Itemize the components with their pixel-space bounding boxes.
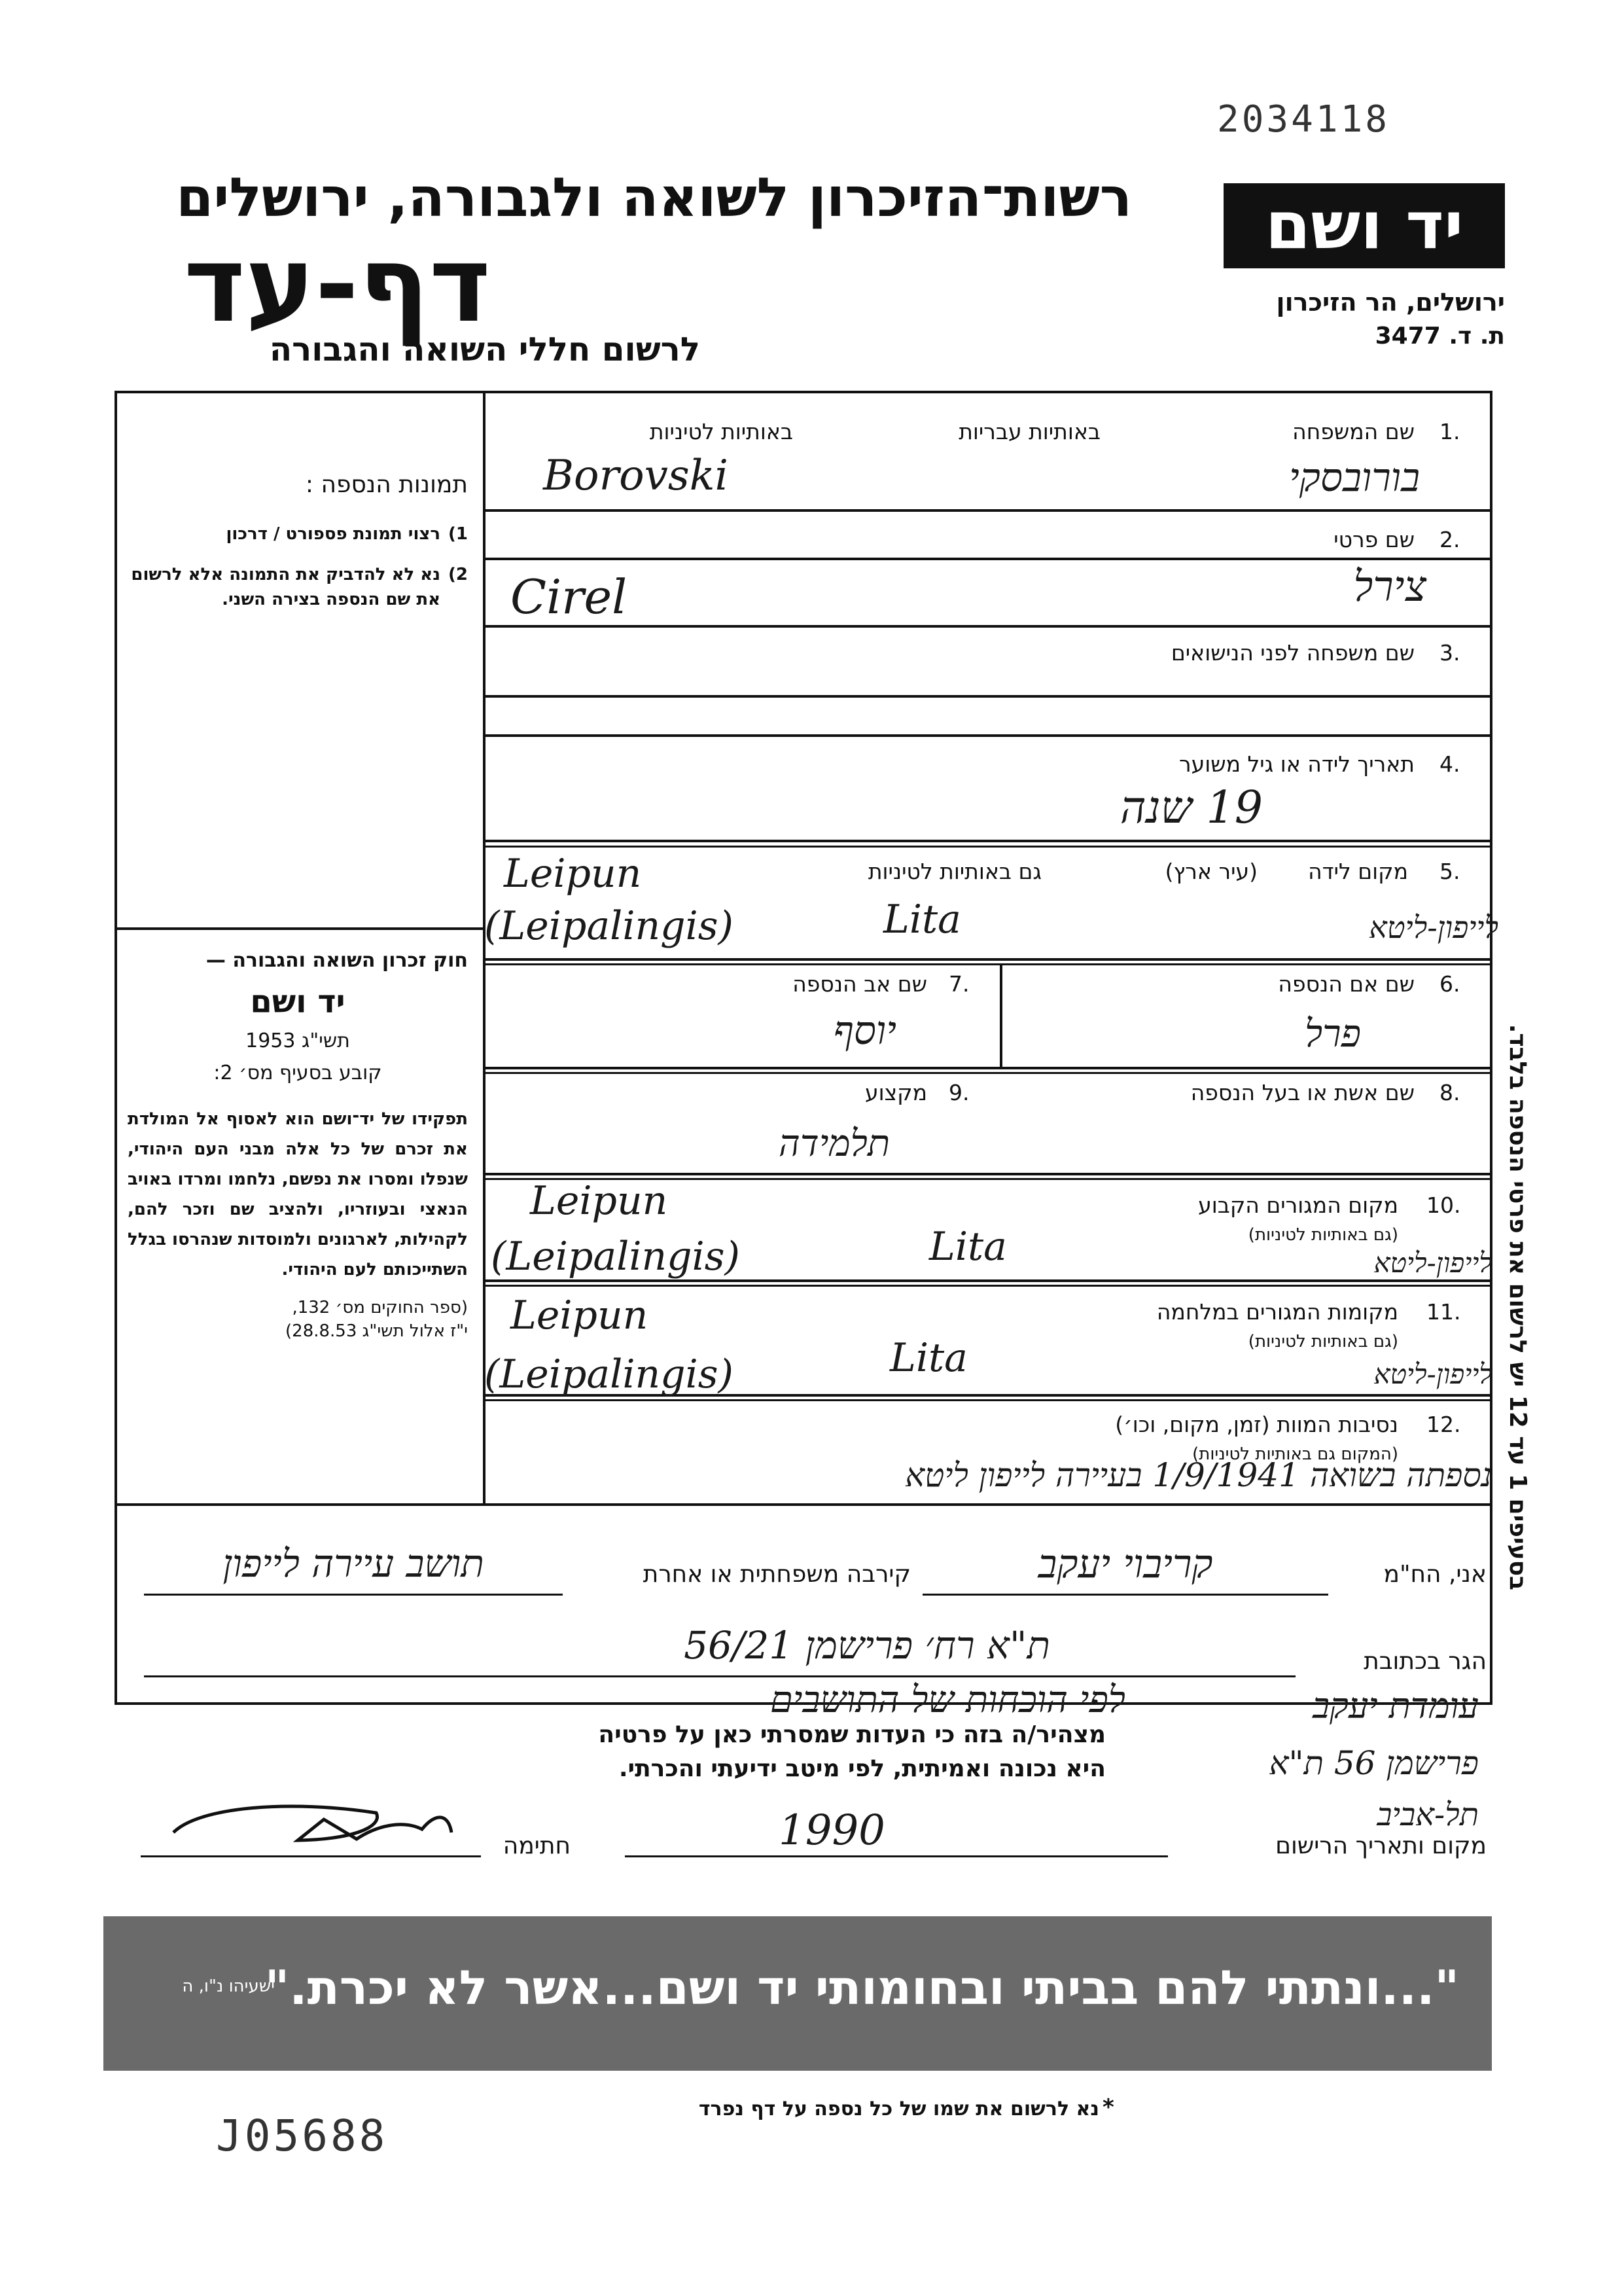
field-5-value-latin-1: Leipun <box>504 851 642 897</box>
relation-value: תושב עיירה לייפון <box>222 1541 484 1586</box>
field-11-sub: (גם באותיות לטיניות) <box>1248 1332 1398 1351</box>
field-10-value-country: Lita <box>929 1224 1007 1270</box>
field-12-value: נספתה בשואה 1/9/1941 בעיירה לייפון ליטא <box>905 1456 1492 1494</box>
photo-box <box>128 471 468 612</box>
photo-box-title: תמונות הנספה : <box>305 471 468 498</box>
field-1-label: שם המשפחה <box>1292 419 1415 444</box>
field-12-number: 12. <box>1426 1412 1461 1437</box>
field-8-label: שם אשת או בעל הנספה <box>1190 1080 1415 1105</box>
field-11-number: 11. <box>1426 1299 1461 1325</box>
field-2-label: שם פרטי <box>1333 527 1415 552</box>
field-12-sub: (המקום גם באותיות לטיניות) <box>1192 1444 1398 1464</box>
handwritten-name: עומדת יעקב <box>1313 1685 1479 1726</box>
field-11-value-country: Lita <box>890 1335 968 1381</box>
field-9-value: תלמידה <box>779 1122 890 1165</box>
field-7-number: 7. <box>949 971 970 997</box>
field-5-value-latin-2: (Leipalingis) <box>484 903 733 949</box>
place-value: תל-אביב <box>1377 1796 1479 1833</box>
law-year: תשי"ג 1953 <box>245 1029 350 1052</box>
field-6-value: פרל <box>1304 1011 1361 1056</box>
field-10-value-latin-1: Leipun <box>530 1178 668 1224</box>
address-line-1: ירושלים, הר הזיכרון <box>1276 288 1505 317</box>
address-label: הגר בכתובת <box>1364 1648 1487 1675</box>
address-line-2: ת. ד. 3477 <box>1375 323 1505 349</box>
photo-item-2-number: 2) <box>448 565 468 584</box>
law-source: (ספר החוקים מס׳ 132, <box>292 1298 468 1317</box>
field-1-latin-col: באותיות לטיניות <box>649 419 793 444</box>
law-title: חוק זכרון השואה והגבורה — <box>205 949 468 972</box>
field-6-label: שם אם הנספה <box>1278 971 1415 997</box>
field-5-latin-note: גם באותיות לטיניות <box>868 859 1042 884</box>
law-date: י"ז אלול תשי"ג 28.8.53) <box>285 1321 468 1341</box>
law-box <box>128 949 468 1341</box>
field-8-number: 8. <box>1439 1080 1460 1105</box>
field-11-value-latin-1: Leipun <box>510 1293 648 1338</box>
field-10-number: 10. <box>1426 1192 1461 1218</box>
date-value: 1990 <box>779 1806 885 1855</box>
serial-number-bottom: J05688 <box>216 2111 388 2161</box>
field-1-value-hebrew: בורובסקי <box>1289 455 1420 501</box>
field-2-value-hebrew: צירל <box>1353 563 1426 611</box>
field-9-label: מקצוע <box>864 1080 927 1105</box>
photo-item-1: רצוי תמונת פספורט / דרכון <box>226 524 441 544</box>
photo-item-2: נא לא להדביק את התמונה אלא לרשום את שם הנספה בצירה השני. <box>131 565 441 609</box>
place-date-label: מקום ותאריך הרישום <box>1275 1832 1487 1859</box>
serial-number-top: 2034118 <box>1217 98 1390 141</box>
statement-line-1: מצהיר/ה בזה כי העדות שמסרתי כאן על פרטיה <box>598 1721 1106 1748</box>
photo-item-1-number: 1) <box>448 524 468 544</box>
declarant-label: אני, הח"מ <box>1383 1561 1487 1588</box>
field-11-value-hebrew: לייפון-ליטא <box>1373 1358 1492 1390</box>
field-2-number: 2. <box>1439 527 1460 552</box>
form-subtitle: לרשום חללי השואה והגבורה <box>269 331 700 368</box>
law-clause: קובע בסעיף מס׳ 2: <box>213 1062 382 1084</box>
field-5-sub: (עיר ארץ) <box>1165 859 1258 884</box>
field-4-label: תאריך לידה או גיל משוער <box>1178 751 1415 777</box>
field-10-sub: (גם באותיות לטיניות) <box>1248 1225 1398 1245</box>
field-3-number: 3. <box>1439 640 1460 666</box>
field-4-number: 4. <box>1439 751 1460 777</box>
side-note: בסעיפים 1 עד 12 יש לרשום את פרטי הנספה בלבד. <box>1504 1024 1531 1590</box>
signature-mark <box>160 1793 461 1859</box>
field-1-value-latin: Borovski <box>543 452 728 500</box>
field-4-value: 19 שנה <box>1120 782 1263 834</box>
field-7-value: יוסף <box>833 1008 896 1054</box>
field-9-number: 9. <box>949 1080 970 1105</box>
declarant-name: קריבוי יעקב <box>1038 1541 1213 1587</box>
handwritten-note: לפי הוכחות של התושבים <box>769 1679 1125 1721</box>
form-title: דף-עד <box>183 223 491 346</box>
banner-source: ישעיהו נ"ו, ה <box>182 1976 275 1996</box>
organization-name: רשות־הזיכרון לשואה ולגבורה, ירושלים <box>176 167 1132 229</box>
yad-vashem-logo: יד ושם <box>1224 183 1505 268</box>
field-12-label: נסיבות המוות (זמן, מקום, וכו׳) <box>1115 1412 1398 1437</box>
banner-quote: "...ונתתי להם בביתי ובחומותי יד ושם...אשר לא יכרת." <box>264 1960 1459 2015</box>
field-10-value-latin-2: (Leipalingis) <box>491 1234 740 1279</box>
relation-label: קירבה משפחתית או אחרת <box>643 1561 911 1588</box>
footer-note: נא לרשום את שמו של כל נספה על דף נפרד <box>698 2098 1099 2120</box>
address-value: ת"א רח׳ פרישמן 56/21 <box>684 1623 1050 1668</box>
field-10-value-hebrew: לייפון-ליטא <box>1373 1247 1492 1279</box>
signature-label: חתימה <box>503 1832 571 1859</box>
field-10-label: מקום המגורים הקבוע <box>1198 1192 1398 1218</box>
field-2-value-latin: Cirel <box>510 569 627 624</box>
law-body: תפקידו של יד־ושם הוא לאסוף אל המולדת את זכרם של כל אלה מבני העם היהודי, שנפלו ומסרו את נפשם, נלחמו ומרדו באויב הנאצי ובעוזריו, ולהציב שם וזכר להם, לקהילות, לארגונים ולמוסדות שנהרסו בגלל השתייכותם לעם היהודי. <box>128 1109 468 1279</box>
field-1-number: 1. <box>1439 419 1460 444</box>
field-11-label: מקומות המגורים במלחמה <box>1156 1299 1398 1325</box>
field-7-label: שם אב הנספה <box>792 971 927 997</box>
field-5-value-hebrew: לייפון-ליטא <box>1369 910 1498 945</box>
law-name: יד ושם <box>250 984 345 1020</box>
field-1-hebrew-col: באותיות עבריות <box>959 419 1101 444</box>
field-3-label: שם משפחה לפני הנישואים <box>1171 640 1415 666</box>
footer-bullet: * <box>1103 2094 1114 2120</box>
field-5-value-country: Lita <box>883 897 961 942</box>
field-5-label: מקום לידה <box>1308 859 1408 884</box>
field-11-value-latin-2: (Leipalingis) <box>484 1351 733 1397</box>
statement-line-2: היא נכונה ואמיתית, לפי מיטב ידיעתי והכרתי. <box>618 1755 1106 1782</box>
field-6-number: 6. <box>1439 971 1460 997</box>
field-5-number: 5. <box>1439 859 1460 884</box>
handwritten-address: פרישמן 56 ת"א <box>1269 1744 1479 1782</box>
